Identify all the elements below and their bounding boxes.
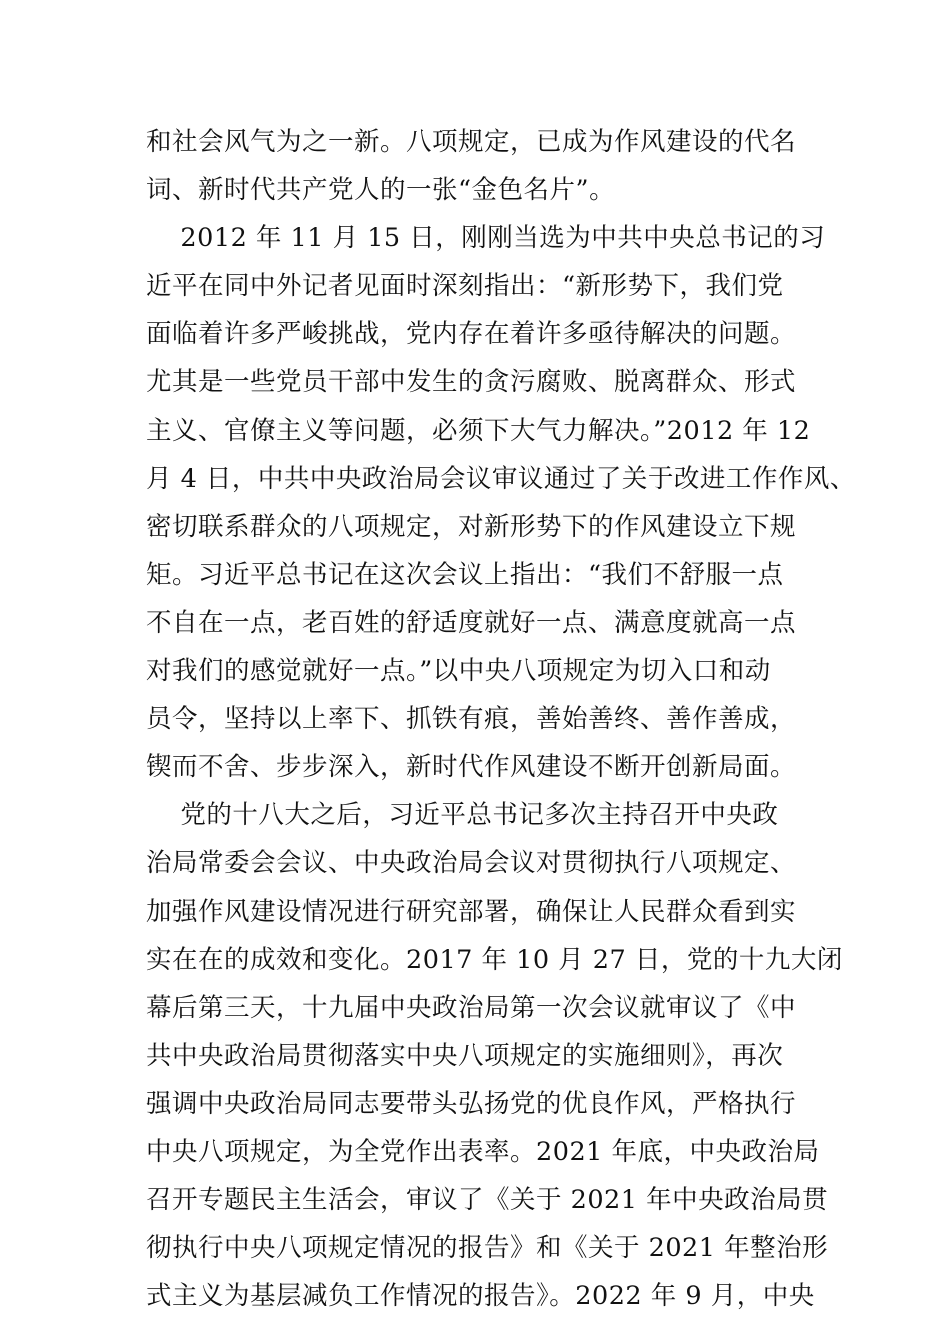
- text-line: 主义、官僚主义等问题，必须下大气力解决。”2012 年 12: [146, 415, 811, 446]
- text-line: 矩。习近平总书记在这次会议上指出：“我们不舒服一点: [146, 559, 784, 590]
- text-line: 面临着许多严峻挑战，党内存在着许多亟待解决的问题。: [146, 319, 797, 350]
- text-line: 近平在同中外记者见面时深刻指出：“新形势下，我们党: [146, 271, 784, 302]
- text-line: 对我们的感觉就好一点。”以中央八项规定为切入口和动: [146, 656, 771, 687]
- text-line: 员令，坚持以上率下、抓铁有痕，善始善终、善作善成，: [146, 704, 797, 735]
- text-line: 中央八项规定，为全党作出表率。2021 年底，中央政治局: [146, 1136, 820, 1167]
- text-line: 实在在的成效和变化。2017 年 10 月 27 日，党的十九大闭: [146, 944, 843, 975]
- text-line: 密切联系群众的八项规定，对新形势下的作风建设立下规: [146, 511, 797, 542]
- text-line: 治局常委会会议、中央政治局会议对贯彻执行八项规定、: [146, 848, 797, 879]
- body-text: [146, 118, 856, 1320]
- text-line: 召开专题民主生活会，审议了《关于 2021 年中央政治局贯: [146, 1185, 829, 1216]
- text-line: 不自在一点，老百姓的舒适度就好一点、满意度就高一点: [146, 607, 797, 638]
- text-line: 锲而不舍、步步深入，新时代作风建设不断开创新局面。: [146, 752, 797, 783]
- text-line: 强调中央政治局同志要带头弘扬党的优良作风，严格执行: [146, 1088, 797, 1119]
- text-line: 月 4 日，中共中央政治局会议审议通过了关于改进工作作风、: [146, 463, 856, 494]
- text-line: 式主义为基层减负工作情况的报告》。2022 年 9 月，中央: [146, 1281, 815, 1312]
- text-line: 2012 年 11 月 15 日，刚刚当选为中共中央总书记的习: [146, 223, 826, 254]
- text-line: 彻执行中央八项规定情况的报告》和《关于 2021 年整治形: [146, 1233, 829, 1264]
- text-line: 加强作风建设情况进行研究部署，确保让人民群众看到实: [146, 896, 797, 927]
- text-line: 共中央政治局贯彻落实中央八项规定的实施细则》，再次: [146, 1040, 784, 1071]
- text-line: 党的十八大之后，习近平总书记多次主持召开中央政: [146, 800, 779, 831]
- text-line: 和社会风气为之一新。八项规定，已成为作风建设的代名: [146, 127, 797, 157]
- text-line: 尤其是一些党员干部中发生的贪污腐败、脱离群众、形式: [146, 367, 797, 398]
- text-line: 词、新时代共产党人的一张“金色名片”。: [146, 175, 616, 206]
- text-line: 幕后第三天，十九届中央政治局第一次会议就审议了《中: [146, 992, 797, 1023]
